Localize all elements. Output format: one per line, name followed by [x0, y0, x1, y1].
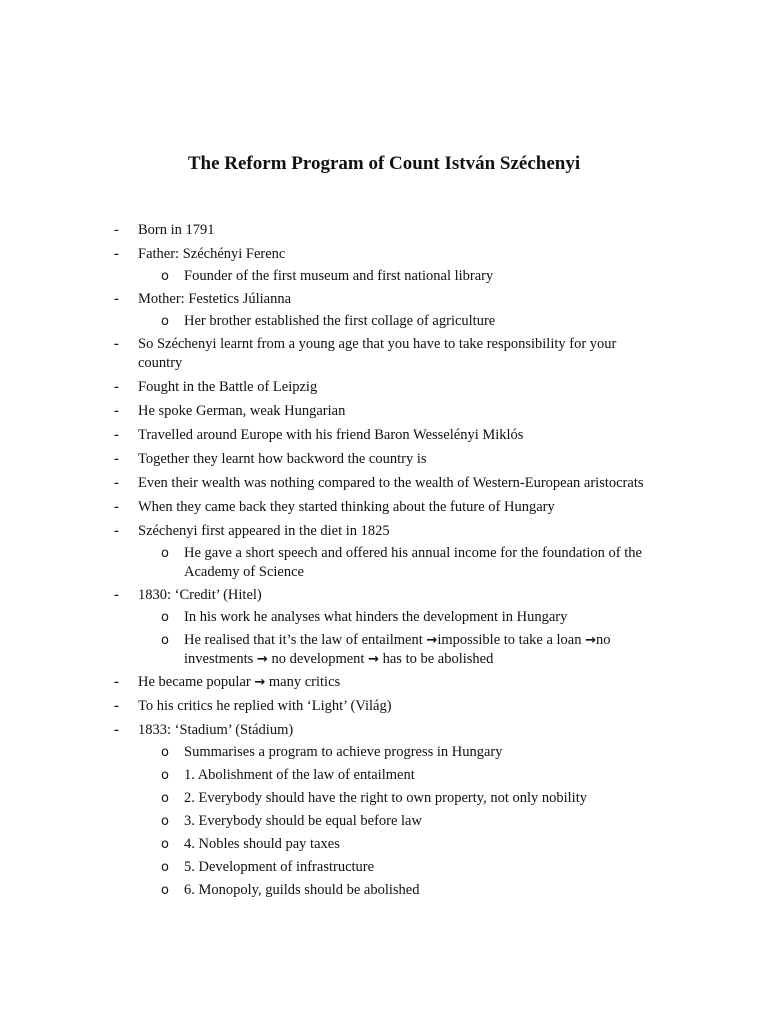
list-item: [0, 697, 658, 716]
sub-list-item: [0, 312, 674, 331]
item-text: He became popular → many critics: [138, 674, 341, 690]
sub-list-item: [0, 812, 674, 831]
arrow-right-icon: →: [368, 652, 379, 667]
item-text: Together they learnt how backword the country is: [138, 451, 427, 467]
list-item: [0, 522, 658, 541]
circle-bullet: o: [161, 883, 169, 898]
list-item: [0, 721, 658, 740]
notes-list: [0, 221, 768, 904]
circle-bullet: o: [161, 791, 169, 806]
sub-list-item: [0, 544, 674, 582]
item-text: 6. Monopoly, guilds should be abolished: [184, 882, 420, 898]
item-text: 1. Abolishment of the law of entailment: [184, 767, 415, 783]
dash-bullet: -: [114, 403, 119, 419]
item-text: 4. Nobles should pay taxes: [184, 836, 340, 852]
list-item: [0, 450, 658, 469]
item-text: He spoke German, weak Hungarian: [138, 403, 346, 419]
dash-bullet: -: [114, 451, 119, 467]
item-text: Travelled around Europe with his friend Baron Wesselényi Miklós: [138, 427, 524, 443]
sub-list-item: [0, 766, 674, 785]
list-item: [0, 335, 658, 373]
arrow-right-icon: →: [254, 675, 266, 690]
dash-bullet: -: [114, 523, 119, 539]
circle-bullet: o: [161, 633, 169, 648]
item-text: Summarises a program to achieve progress in Hungary: [184, 744, 503, 760]
item-text: When they came back they started thinking about the future of Hungary: [138, 499, 555, 515]
circle-bullet: o: [161, 837, 169, 852]
item-text: Born in 1791: [138, 222, 215, 238]
document-title: The Reform Program of Count István Széchenyi: [187, 153, 581, 174]
sub-list-item: [0, 631, 674, 669]
circle-bullet: o: [161, 314, 169, 329]
item-text: Mother: Festetics Júlianna: [138, 291, 292, 307]
list-item: [0, 378, 658, 397]
item-text: He realised that it’s the law of entailment →impossible to take a loan →no investments → no development → has to be abolished: [184, 632, 611, 667]
circle-bullet: o: [161, 860, 169, 875]
item-text: 5. Development of infrastructure: [184, 859, 375, 875]
list-item: [0, 221, 658, 240]
sub-list-item: [0, 881, 674, 900]
item-text: So Széchenyi learnt from a young age that you have to take responsibility for your country: [138, 336, 617, 371]
list-item: [0, 402, 658, 421]
dash-bullet: -: [114, 246, 119, 262]
dash-bullet: -: [114, 722, 119, 738]
item-text: 3. Everybody should be equal before law: [184, 813, 422, 829]
dash-bullet: -: [114, 587, 119, 603]
item-text: 1830: ‘Credit’ (Hitel): [138, 587, 262, 603]
sub-list-item: [0, 743, 674, 762]
sub-list-item: [0, 835, 674, 854]
list-item: [0, 586, 658, 605]
list-item: [0, 426, 658, 445]
dash-bullet: -: [114, 427, 119, 443]
circle-bullet: o: [161, 814, 169, 829]
circle-bullet: o: [161, 269, 169, 284]
item-text: Father: Széchényi Ferenc: [138, 246, 286, 262]
circle-bullet: o: [161, 610, 169, 625]
list-item: [0, 290, 658, 309]
circle-bullet: o: [161, 745, 169, 760]
item-text: Even their wealth was nothing compared to the wealth of Western-European aristocrats: [138, 475, 644, 491]
item-text: To his critics he replied with ‘Light’ (Világ): [138, 698, 392, 714]
sub-list-item: [0, 789, 674, 808]
dash-bullet: -: [114, 222, 119, 238]
dash-bullet: -: [114, 291, 119, 307]
list-item: [0, 498, 658, 517]
sub-list-item: [0, 608, 674, 627]
arrow-right-icon: →: [585, 633, 597, 648]
list-item: [0, 673, 658, 692]
item-text: 1833: ‘Stadium’ (Stádium): [138, 722, 294, 738]
item-text: Her brother established the first collage of agriculture: [184, 313, 496, 329]
list-item: [0, 474, 658, 493]
item-text: In his work he analyses what hinders the development in Hungary: [184, 609, 568, 625]
arrow-right-icon: →: [256, 652, 268, 667]
arrow-right-icon: →: [426, 633, 438, 648]
item-text: He gave a short speech and offered his annual income for the foundation of the Academy of Science: [184, 545, 642, 580]
item-text: Founder of the first museum and first national library: [184, 268, 494, 284]
dash-bullet: -: [114, 336, 119, 352]
list-item: [0, 245, 658, 264]
dash-bullet: -: [114, 698, 119, 714]
dash-bullet: -: [114, 379, 119, 395]
dash-bullet: -: [114, 674, 119, 690]
circle-bullet: o: [161, 768, 169, 783]
sub-list-item: [0, 858, 674, 877]
item-text: 2. Everybody should have the right to own property, not only nobility: [184, 790, 587, 806]
dash-bullet: -: [114, 499, 119, 515]
circle-bullet: o: [161, 546, 169, 561]
dash-bullet: -: [114, 475, 119, 491]
sub-list-item: [0, 267, 674, 286]
item-text: Széchenyi first appeared in the diet in 1825: [138, 523, 390, 539]
item-text: Fought in the Battle of Leipzig: [138, 379, 318, 395]
